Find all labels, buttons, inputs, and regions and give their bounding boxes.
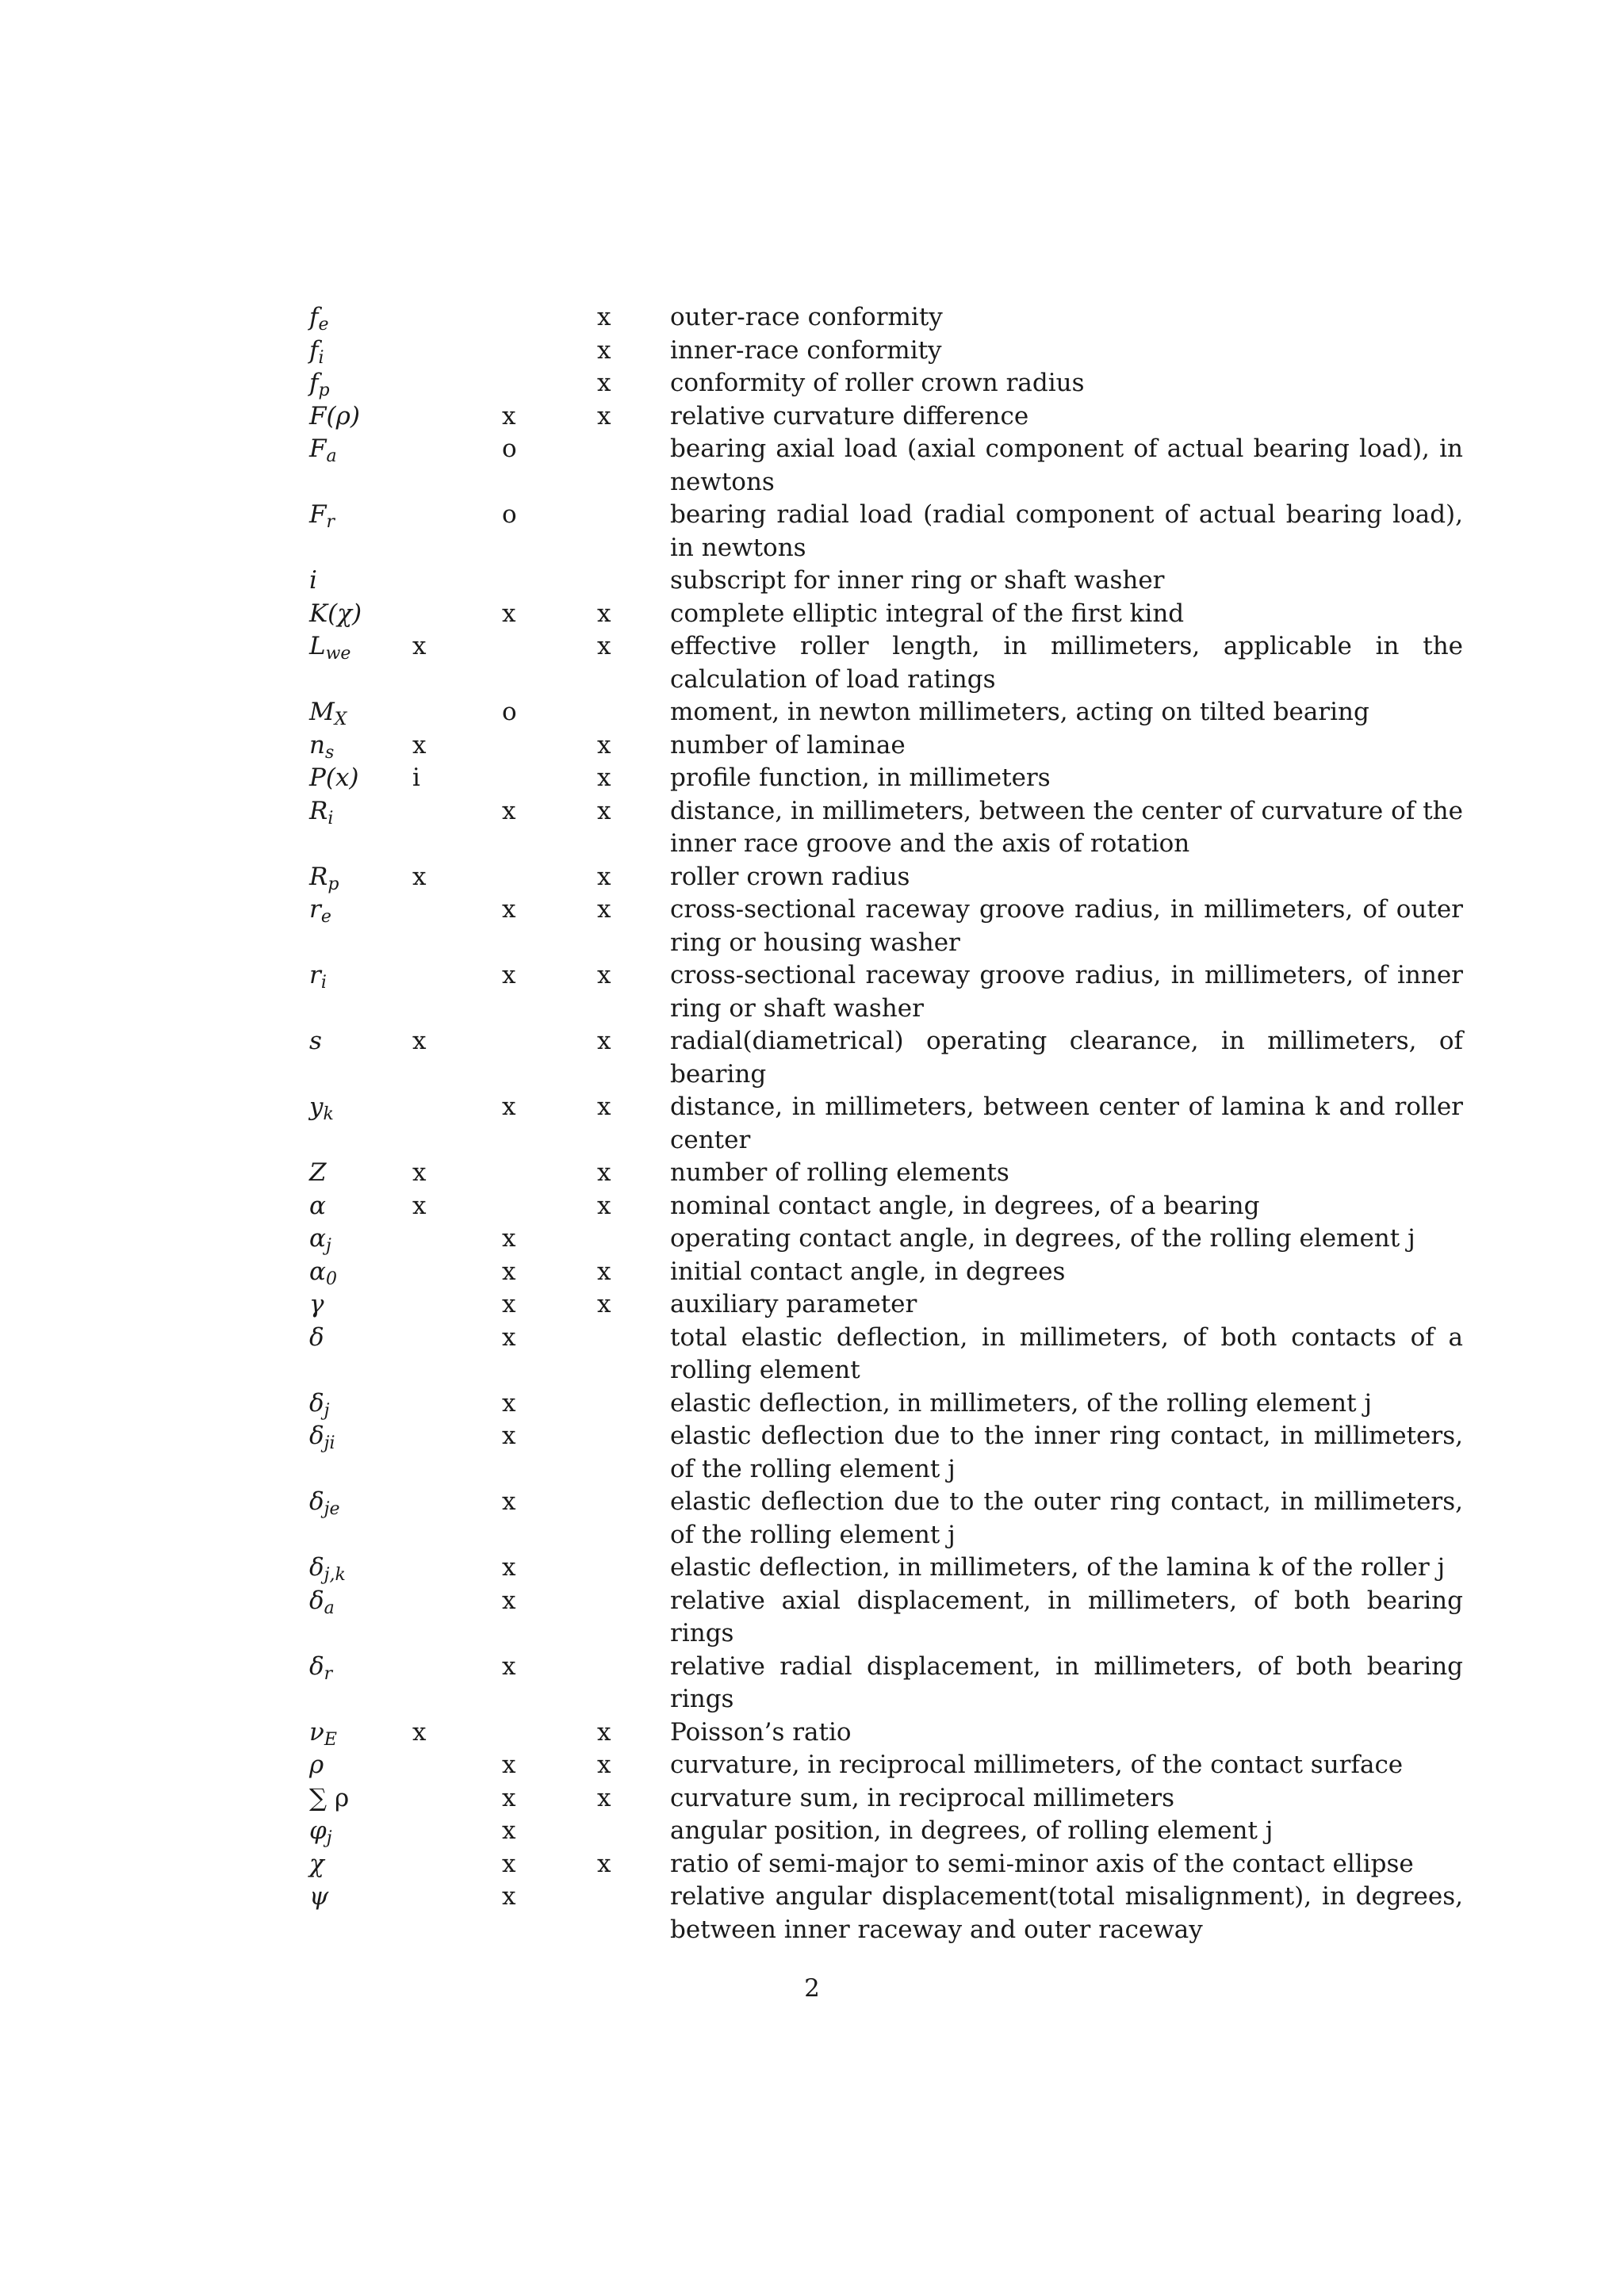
symbol-subscript: j [325,1236,331,1256]
symbol-name: y [309,1093,324,1121]
symbol-cell [309,1815,412,1848]
mark-col-b: x [502,1487,516,1516]
symbol-row [309,894,1463,959]
symbol-row [309,1815,1463,1848]
mark-col-a [412,696,502,729]
mark-col-c: x [597,401,611,430]
symbol-cell [309,1420,412,1486]
symbol-name: r [309,961,321,989]
mark-col-c [597,564,670,598]
symbol-row [309,1223,1463,1256]
mark-col-a [412,1322,502,1387]
symbol-subscript: 0 [325,1269,337,1289]
symbol-subscript: X [334,710,347,729]
symbol-description: operating contact angle, in degrees, of the rolling element j [670,1224,1415,1253]
mark-col-c [597,1223,670,1256]
symbol-row [309,1091,1463,1157]
symbol-name: F(ρ) [309,401,360,430]
mark-col-c: x [597,895,611,924]
symbol-subscript: i [327,808,334,828]
symbol-name: χ [309,1849,324,1878]
mark-col-b: x [502,1422,516,1450]
symbol-cell [309,598,412,631]
mark-col-a [412,795,502,861]
symbol-description: initial contact angle, in degrees [670,1257,1066,1286]
symbol-subscript: r [326,512,335,532]
mark-col-b [502,762,597,795]
mark-col-c: x [597,369,611,397]
mark-col-c: x [597,599,611,628]
mark-col-a: x [412,1158,427,1187]
mark-col-c: x [597,730,611,760]
symbol-description: Poisson’s ratio [670,1717,852,1747]
mark-col-a [412,1848,502,1881]
mark-col-b [502,861,597,894]
symbol-name: R [309,796,328,825]
mark-col-b: x [502,1553,516,1582]
symbol-description: relative axial displacement, in millimeters, of both bearing rings [670,1586,1463,1647]
symbol-description: moment, in newton millimeters, acting on tilted bearing [670,698,1369,726]
symbol-subscript: j,k [324,1565,346,1585]
symbol-description: elastic deflection, in millimeters, of the lamina k of the roller j [670,1553,1446,1582]
symbol-description: outer-race conformity [670,303,943,331]
mark-col-b [502,335,597,368]
symbol-row [309,861,1463,894]
mark-col-c: x [597,796,611,825]
mark-col-c: x [597,862,611,891]
mark-col-b: x [502,1651,516,1681]
mark-col-a [412,959,502,1025]
symbol-row [309,598,1463,631]
symbol-description: roller crown radius [670,862,910,891]
mark-col-a: x [412,1191,427,1220]
mark-col-b [502,729,597,763]
mark-col-a [412,1256,502,1289]
mark-col-c: x [597,1849,611,1878]
symbol-cell [309,1651,412,1716]
mark-col-c: x [597,1717,611,1747]
mark-col-b [502,1157,597,1190]
symbol-subscript: we [325,644,351,664]
symbol-row [309,1651,1463,1716]
mark-col-b [502,630,597,696]
symbol-row [309,1782,1463,1816]
symbol-row [309,1716,1463,1750]
symbol-description: distance, in millimeters, between the center of curvature of the inner race groove and the axis of rotation [670,796,1463,858]
symbol-cell [309,1848,412,1881]
symbol-name: r [309,895,321,924]
mark-col-c: x [597,1290,611,1318]
symbol-cell [309,335,412,368]
symbol-description: profile function, in millimeters [670,763,1051,792]
symbol-description: effective roller length, in millimeters, applicable in the calculation of load ratings [670,632,1463,694]
mark-col-c: x [597,1027,611,1055]
symbol-subscript: a [326,446,337,466]
mark-col-c [597,1420,670,1486]
mark-col-c: x [597,1751,611,1779]
symbol-description: angular position, in degrees, of rolling element j [670,1816,1274,1845]
mark-col-b: x [502,796,516,825]
symbol-subscript: r [324,1663,333,1684]
symbol-description: number of laminae [670,730,906,760]
symbol-name: δ [309,1553,324,1582]
symbol-subscript: p [318,381,330,400]
symbol-row [309,729,1463,763]
mark-col-b: x [502,1257,516,1286]
symbol-name: δ [309,1388,324,1418]
symbol-row [309,1420,1463,1486]
mark-col-a [412,1585,502,1651]
mark-col-c [597,696,670,729]
mark-col-b [502,301,597,335]
mark-col-c [597,1585,670,1651]
mark-col-b: x [502,1322,516,1352]
mark-col-b [502,1190,597,1223]
mark-col-c: x [597,1783,611,1812]
symbol-description: inner-race conformity [670,335,942,365]
mark-col-b: x [502,1882,516,1911]
symbol-row [309,1486,1463,1552]
symbol-name: i [309,566,317,595]
mark-col-b: o [502,698,517,726]
mark-col-a [412,335,502,368]
symbol-name: ∑ ρ [309,1783,350,1812]
symbol-cell [309,400,412,434]
mark-col-a [412,1782,502,1816]
symbol-row [309,959,1463,1025]
symbol-description: cross-sectional raceway groove radius, in millimeters, of inner ring or shaft washer [670,961,1463,1023]
symbol-row [309,433,1463,499]
symbol-description: curvature, in reciprocal millimeters, of the contact surface [670,1751,1404,1779]
mark-col-c [597,433,670,499]
symbol-name: δ [309,1487,324,1516]
mark-col-b: x [502,1849,516,1878]
symbol-name: F [309,434,327,463]
symbol-row [309,762,1463,795]
symbol-cell [309,499,412,564]
symbol-description: elastic deflection due to the inner ring contact, in millimeters, of the rolling element j [670,1422,1463,1483]
symbol-cell [309,1223,412,1256]
mark-col-c [597,1815,670,1848]
mark-col-a [412,564,502,598]
mark-col-b: x [502,1093,516,1121]
mark-col-b [502,1025,597,1091]
mark-col-a [412,1815,502,1848]
mark-col-a [412,1651,502,1716]
symbol-cell [309,301,412,335]
mark-col-c: x [597,335,611,365]
symbol-cell [309,1585,412,1651]
symbol-description: radial(diametrical) operating clearance, in millimeters, of bearing [670,1027,1463,1089]
mark-col-b [502,1716,597,1750]
mark-col-a [412,301,502,335]
mark-col-a: x [412,1027,427,1055]
mark-col-a [412,367,502,400]
symbol-row [309,795,1463,861]
symbol-row [309,1190,1463,1223]
symbols-table [309,301,1463,1946]
mark-col-a [412,1486,502,1552]
mark-col-a [412,400,502,434]
mark-col-a: i [412,763,420,792]
symbol-cell [309,696,412,729]
symbol-cell [309,564,412,598]
mark-col-a [412,1223,502,1256]
symbol-row [309,1848,1463,1881]
symbol-description: bearing axial load (axial component of actual bearing load), in newtons [670,434,1463,496]
mark-col-b: o [502,500,517,529]
symbol-cell [309,1091,412,1157]
symbol-subscript: e [318,315,329,335]
symbol-name: K(χ) [309,599,362,628]
symbol-name: ρ [309,1751,324,1779]
mark-col-c: x [597,1257,611,1286]
symbol-cell [309,894,412,959]
symbols-table-body [309,301,1463,1946]
mark-col-c [597,1387,670,1421]
mark-col-b: x [502,1388,516,1418]
symbol-row [309,1256,1463,1289]
symbol-cell [309,861,412,894]
symbol-cell [309,1256,412,1289]
symbol-name: F [309,500,327,529]
symbol-name: f [309,369,319,397]
symbol-cell [309,1486,412,1552]
mark-col-a [412,894,502,959]
symbol-cell [309,367,412,400]
mark-col-c: x [597,303,611,331]
symbol-row [309,1157,1463,1190]
page-number: 2 [804,1974,820,2003]
mark-col-b: x [502,895,516,924]
mark-col-c [597,1322,670,1387]
symbol-row [309,696,1463,729]
symbol-name: φ [309,1816,327,1845]
mark-col-b: x [502,401,516,430]
mark-col-a: x [412,730,427,760]
symbol-name: s [309,1027,322,1055]
symbol-name: δ [309,1322,324,1352]
mark-col-b [502,367,597,400]
mark-col-b: x [502,599,516,628]
symbol-row [309,400,1463,434]
mark-col-b: x [502,1586,516,1615]
mark-col-b: x [502,1290,516,1318]
symbol-name: α [309,1257,326,1286]
symbol-row [309,564,1463,598]
symbol-subscript: p [327,874,339,894]
symbol-description: cross-sectional raceway groove radius, in millimeters, of outer ring or housing washer [670,895,1463,957]
symbol-description: number of rolling elements [670,1158,1009,1187]
symbol-row [309,1322,1463,1387]
symbol-cell [309,1157,412,1190]
mark-col-c: x [597,961,611,989]
mark-col-b: x [502,1751,516,1779]
symbol-cell [309,1190,412,1223]
symbol-subscript: j [324,1400,330,1421]
symbol-subscript: i [318,347,324,368]
symbol-cell [309,1288,412,1322]
symbol-cell [309,762,412,795]
symbol-cell [309,1881,412,1946]
mark-col-c: x [597,632,611,660]
symbol-row [309,499,1463,564]
symbol-name: P(x) [309,763,359,792]
symbol-description: auxiliary parameter [670,1290,917,1318]
symbol-row [309,1552,1463,1585]
mark-col-a: x [412,632,427,660]
symbol-cell [309,1716,412,1750]
symbol-description: conformity of roller crown radius [670,369,1085,397]
mark-col-a [412,1552,502,1585]
symbol-row [309,630,1463,696]
mark-col-c [597,1486,670,1552]
symbol-cell [309,959,412,1025]
mark-col-c: x [597,1158,611,1187]
symbol-cell [309,1387,412,1421]
mark-col-b: x [502,961,516,989]
mark-col-a [412,433,502,499]
symbol-name: δ [309,1586,324,1615]
symbol-name: γ [309,1290,324,1318]
symbol-cell [309,1322,412,1387]
symbol-subscript: j [326,1828,332,1848]
mark-col-a [412,1749,502,1782]
symbol-cell [309,1782,412,1816]
symbol-row [309,1288,1463,1322]
symbol-name: f [309,335,319,365]
symbol-row [309,1585,1463,1651]
mark-col-c [597,1552,670,1585]
mark-col-b: x [502,1224,516,1253]
symbol-name: α [309,1224,326,1253]
symbol-description: relative angular displacement(total misalignment), in degrees, between inner raceway and outer raceway [670,1882,1463,1944]
symbol-name: L [309,632,326,660]
symbol-name: ν [309,1717,324,1747]
symbol-description: elastic deflection, in millimeters, of the rolling element j [670,1388,1373,1418]
mark-col-a [412,1387,502,1421]
symbol-description: distance, in millimeters, between center of lamina k and roller center [670,1093,1463,1154]
symbol-cell [309,729,412,763]
symbol-description: ratio of semi-major to semi-minor axis of the contact ellipse [670,1849,1414,1878]
symbol-row [309,1387,1463,1421]
symbol-subscript: k [323,1104,334,1124]
symbol-description: curvature sum, in reciprocal millimeters [670,1783,1174,1812]
symbol-description: bearing radial load (radial component of actual bearing load), in newtons [670,500,1463,562]
symbol-description: nominal contact angle, in degrees, of a bearing [670,1191,1260,1220]
symbol-description: elastic deflection due to the outer ring contact, in millimeters, of the rolling element j [670,1487,1463,1549]
symbol-cell [309,1025,412,1091]
symbol-row [309,1749,1463,1782]
symbol-description: total elastic deflection, in millimeters, of both contacts of a rolling element [670,1322,1463,1384]
mark-col-a: x [412,1717,427,1747]
symbol-cell [309,795,412,861]
symbol-row [309,335,1463,368]
symbol-subscript: E [324,1729,337,1750]
symbol-row [309,301,1463,335]
mark-col-a [412,598,502,631]
symbol-name: M [309,698,335,726]
symbol-cell [309,630,412,696]
symbol-name: α [309,1191,326,1220]
symbol-description: subscript for inner ring or shaft washer [670,566,1165,595]
symbol-row [309,1025,1463,1091]
mark-col-a [412,1091,502,1157]
symbol-cell [309,1552,412,1585]
symbol-description: complete elliptic integral of the first kind [670,599,1185,628]
mark-col-c: x [597,1093,611,1121]
symbol-name: ψ [309,1882,329,1911]
mark-col-b: o [502,434,517,463]
mark-col-b: x [502,1783,516,1812]
symbol-subscript: e [320,907,331,927]
symbol-row [309,1881,1463,1946]
symbol-name: δ [309,1422,324,1450]
symbol-row [309,367,1463,400]
mark-col-c [597,1881,670,1946]
symbol-description: relative radial displacement, in millimeters, of both bearing rings [670,1651,1463,1713]
mark-col-a [412,1881,502,1946]
symbol-subscript: s [324,742,335,763]
mark-col-b: x [502,1816,516,1845]
symbol-subscript: ji [324,1433,335,1453]
symbol-subscript: a [324,1598,335,1618]
symbol-name: R [309,862,328,891]
mark-col-a: x [412,862,427,891]
symbol-cell [309,1749,412,1782]
mark-col-b [502,564,597,598]
symbol-subscript: je [324,1499,340,1519]
mark-col-a [412,1288,502,1322]
symbol-subscript: i [320,973,327,993]
mark-col-a [412,499,502,564]
symbol-name: δ [309,1651,324,1681]
symbol-name: Z [309,1158,327,1187]
symbol-description: relative curvature difference [670,401,1029,430]
mark-col-c [597,1651,670,1716]
mark-col-a [412,1420,502,1486]
mark-col-c: x [597,763,611,792]
symbol-name: n [309,730,325,760]
symbol-cell [309,433,412,499]
mark-col-c [597,499,670,564]
symbol-name: f [309,303,319,331]
mark-col-c: x [597,1191,611,1220]
